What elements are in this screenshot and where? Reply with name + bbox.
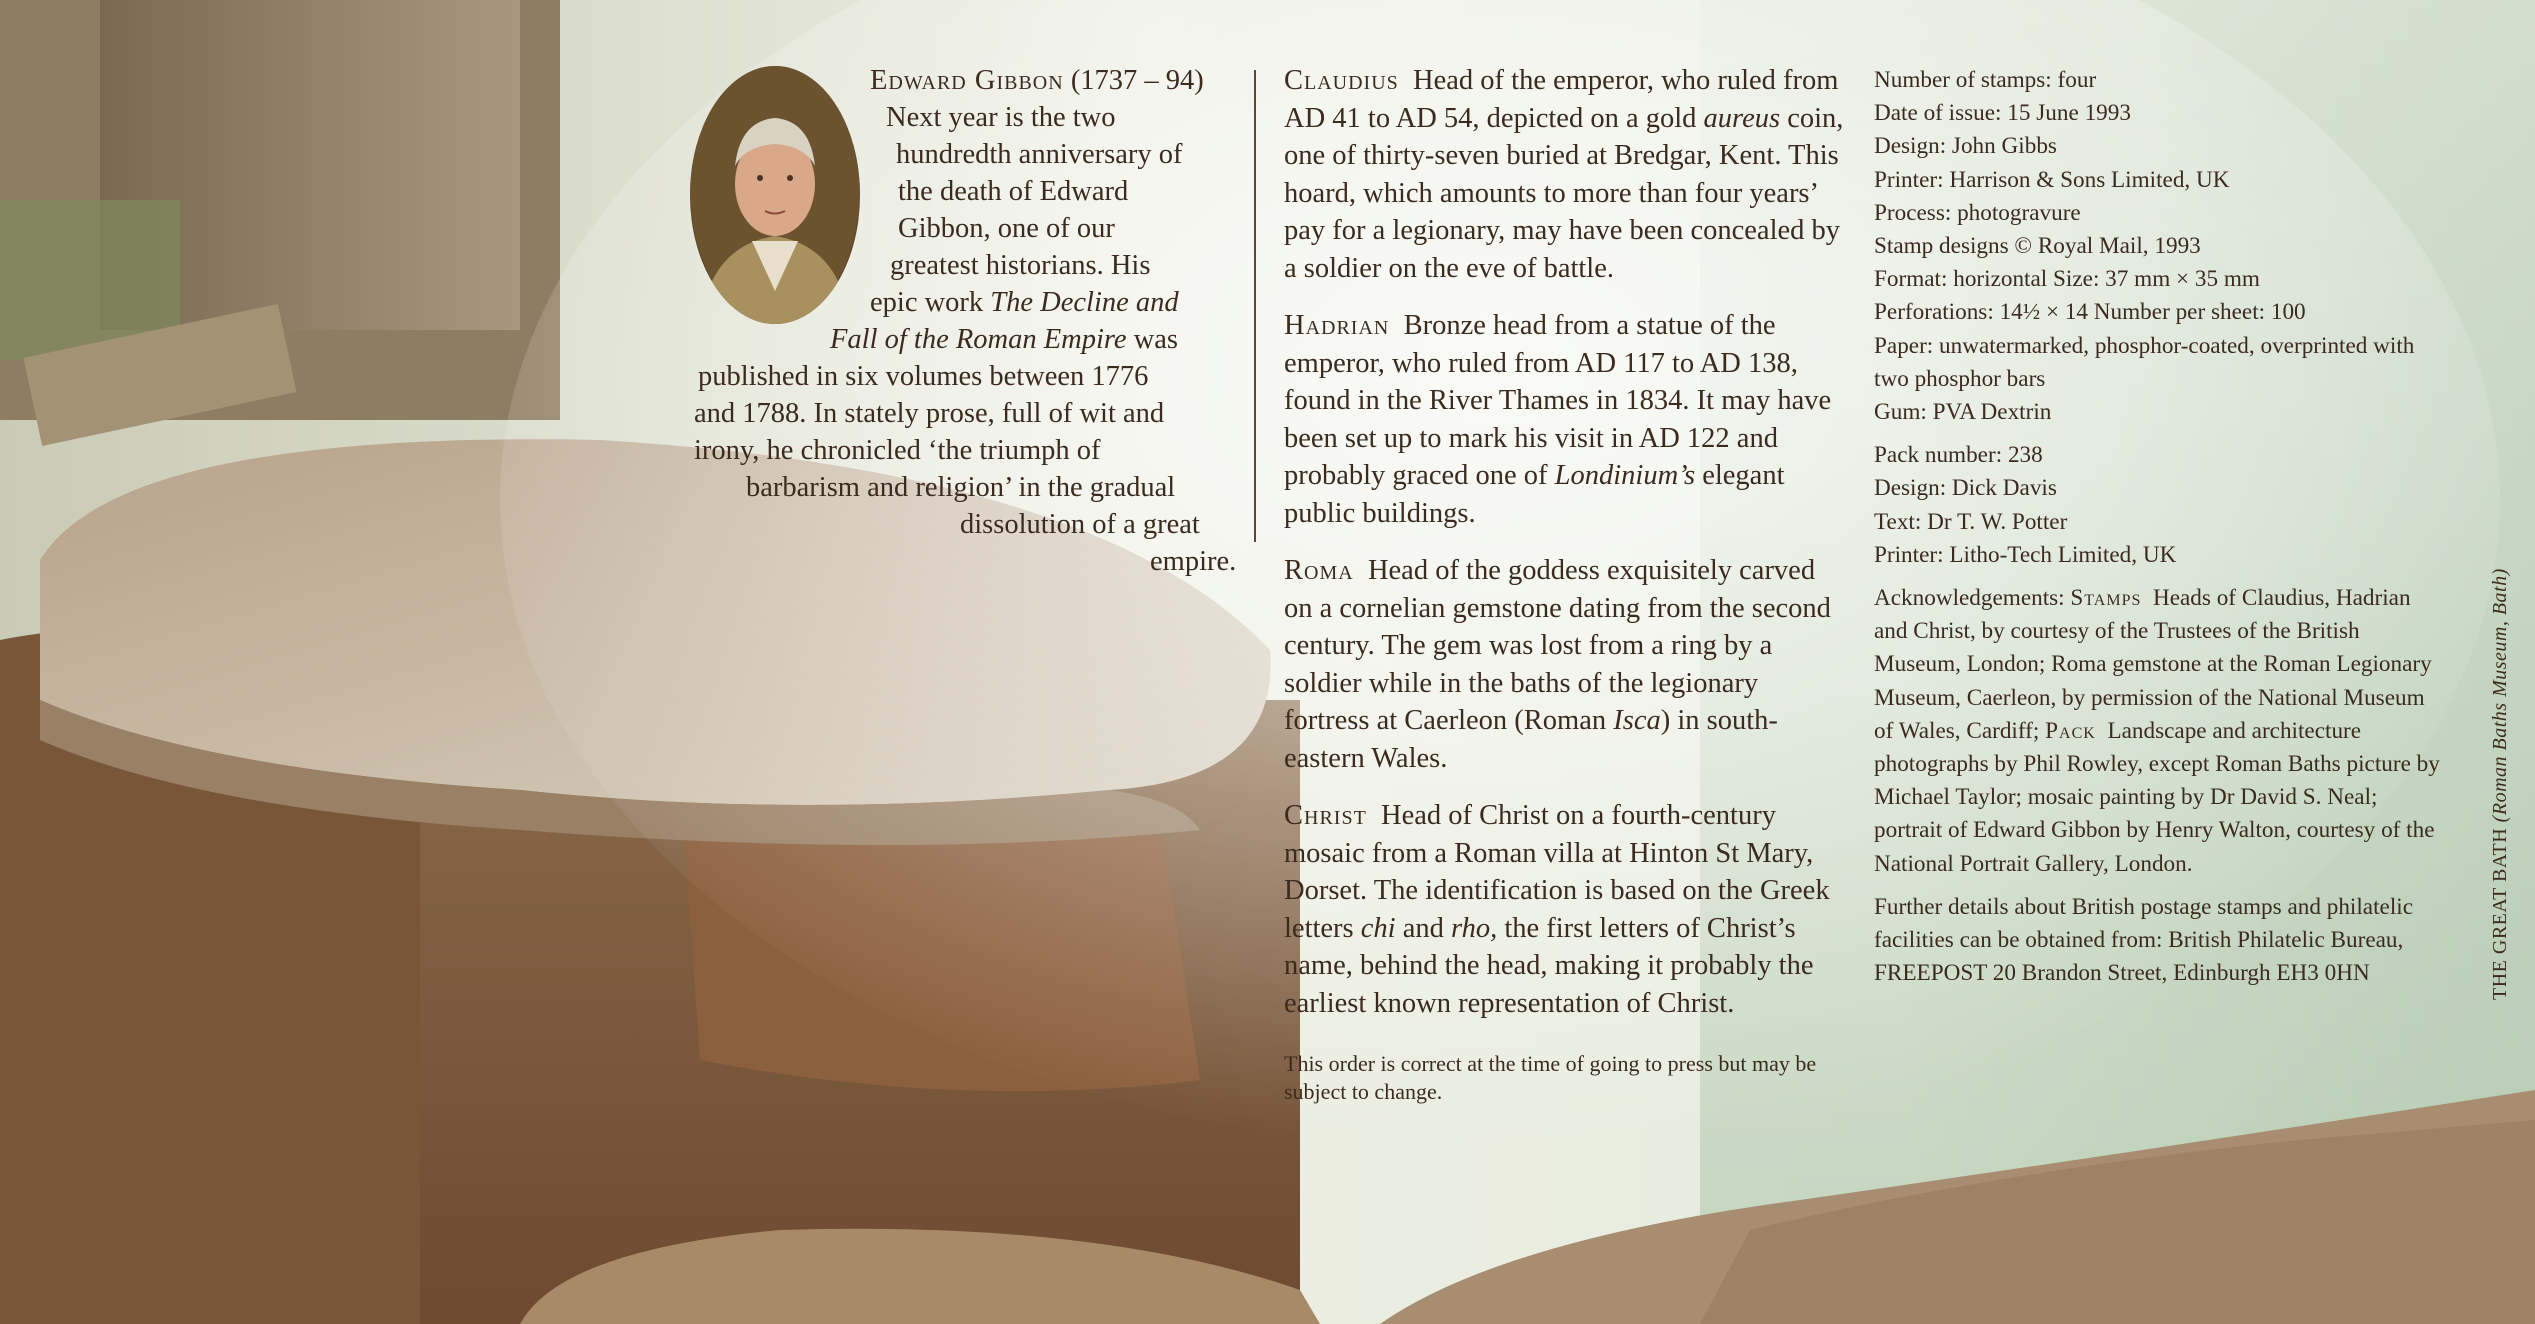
detail-line: Paper: unwatermarked, phosphor-coated, overprinted with two phosphor bars: [1874, 332, 2415, 392]
gibbon-book-title-2: Fall of the Roman Empire: [830, 324, 1127, 355]
acknowledgements: [1874, 582, 2444, 881]
detail-line: Printer: Harrison & Sons Limited, UK: [1874, 166, 2230, 193]
technical-details: [1874, 64, 2444, 1000]
gibbon-line: [690, 321, 1230, 358]
gibbon-line: greatest historians. His: [890, 250, 1151, 281]
stamp-claudius: [1284, 62, 1844, 287]
ack-stamps-text: Heads of Claudius, Hadrian and Christ, by courtesy of the Trustees of the British Museum, London; Roma gemstone at the Roman Legionary Museum, Caerleon, by permission of the National Museum of Wales, Cardiff;: [1874, 585, 2432, 744]
ack-label: Acknowledgements:: [1874, 585, 2065, 612]
stamp-heading: Hadrian: [1284, 310, 1390, 341]
gibbon-dates: (1737 – 94): [1070, 65, 1204, 96]
gibbon-line: the death of Edward: [898, 176, 1129, 207]
stamp-roma: [1284, 552, 1844, 777]
stamp-christ: [1284, 797, 1844, 1022]
stamp-text-italic: Londinium’s: [1554, 460, 1696, 491]
gibbon-line: and 1788. In stately prose, full of wit and: [694, 398, 1165, 429]
caption-main: THE GREAT BATH: [2489, 827, 2511, 1000]
further-details: Further details about British postage stamps and philatelic facilities can be obtained from: British Philatelic Bureau, FREEPOST 20 Brandon Street, Edinburgh EH3 0HN: [1874, 893, 2414, 987]
stamp-text: Head of the emperor, who ruled from AD 41 to AD 54, depicted on a gold: [1284, 65, 1839, 134]
gibbon-line6-pre: epic work: [870, 287, 991, 318]
order-note: This order is correct at the time of going to press but may be subject to change.: [1284, 1051, 1817, 1104]
gibbon-line7-post: was: [1126, 324, 1179, 355]
stamp-heading: Claudius: [1284, 65, 1399, 96]
stamp-text: Head of Christ on a fourth-century mosaic from a Roman villa at Hinton St Mary, Dorset. The identification is based on the Greek letters: [1284, 800, 1830, 944]
caption-location: (Roman Baths Museum, Bath): [2489, 568, 2511, 823]
detail-line: Printer: Litho-Tech Limited, UK: [1874, 541, 2177, 568]
stamp-text-italic: chi: [1360, 912, 1396, 944]
stamp-text: ) in south-eastern Wales.: [1284, 705, 1778, 774]
gibbon-line: published in six volumes between 1776: [698, 361, 1149, 392]
detail-line: Stamp designs © Royal Mail, 1993: [1874, 233, 2201, 260]
detail-line: Text: Dr T. W. Potter: [1874, 508, 2068, 535]
stamp-text: Head of the goddess exquisitely carved on a cornelian gemstone dating from the second century. The gem was lost from a ring by a soldier while in the baths of the legionary fortress at Caerleon (Roman: [1284, 555, 1831, 736]
stamp-text-italic: rho,: [1451, 912, 1498, 944]
stamp-hadrian: [1284, 307, 1844, 532]
detail-line: Gum: PVA Dextrin: [1874, 399, 2052, 426]
detail-line: Format: horizontal Size: 37 mm × 35 mm: [1874, 266, 2260, 293]
column-divider: [1254, 70, 1256, 542]
gibbon-line: Gibbon, one of our: [898, 213, 1115, 244]
detail-line: Design: Dick Davis: [1874, 475, 2057, 502]
ack-pack-label: Pack: [2045, 717, 2096, 744]
stamp-text-italic: aureus: [1703, 102, 1781, 134]
detail-line: Design: John Gibbs: [1874, 133, 2057, 160]
photo-caption: [2489, 568, 2512, 1000]
stamp-descriptions: [1284, 62, 1844, 1126]
gibbon-heading-line: [690, 62, 1230, 99]
gibbon-name: Edward Gibbon: [870, 65, 1064, 96]
gibbon-article: [690, 62, 1237, 580]
detail-line: Date of issue: 15 June 1993: [1874, 100, 2131, 127]
stamp-text: the first letters of Christ’s name, behind the head, making it probably the earliest known representation of Christ.: [1284, 912, 1814, 1019]
detail-line: Pack number: 238: [1874, 442, 2043, 469]
stamp-text: coin, one of thirty-seven buried at Bredgar, Kent. This hoard, which amounts to more than four years’ pay for a legionary, may have been concealed by a soldier on the eve of battle.: [1284, 102, 1844, 284]
gibbon-line: irony, he chronicled ‘the triumph of: [694, 435, 1101, 466]
detail-line: Number of stamps: four: [1874, 67, 2097, 93]
ack-pack-text: Landscape and architecture photographs by Phil Rowley, except Roman Baths picture by Michael Taylor; mosaic painting by Dr David S. Neal; portrait of Edward Gibbon by Henry Walton, courtesy of the National Portrait Gallery, London.: [1874, 717, 2440, 877]
gibbon-line: Next year is the two: [886, 102, 1116, 133]
detail-line: Process: photogravure: [1874, 199, 2081, 226]
detail-line: Perforations: 14½ × 14 Number per sheet: 100: [1874, 299, 2306, 326]
stamp-text-italic: Isca: [1613, 705, 1661, 736]
stamp-text: and: [1395, 912, 1451, 944]
gibbon-line: [690, 284, 1230, 321]
gibbon-line: dissolution of a great: [960, 509, 1200, 540]
gibbon-book-title-1: The Decline and: [990, 287, 1179, 318]
stamp-text: elegant public buildings.: [1284, 460, 1785, 529]
ack-stamps-label: Stamps: [2070, 585, 2142, 612]
gibbon-line: barbarism and religion’ in the gradual: [746, 472, 1176, 503]
pack-details: [1874, 439, 2444, 572]
stamp-heading: Roma: [1284, 555, 1354, 586]
issue-details: [1874, 64, 2444, 429]
stamp-text: Bronze head from a statue of the emperor, who ruled from AD 117 to AD 138, found in the River Thames in 1834. It may have been set up to mark his visit in AD 122 and probably graced one of: [1284, 310, 1832, 491]
stamp-heading: Christ: [1284, 800, 1367, 831]
gibbon-line: empire.: [1150, 546, 1237, 577]
gibbon-line: hundredth anniversary of: [896, 139, 1183, 170]
